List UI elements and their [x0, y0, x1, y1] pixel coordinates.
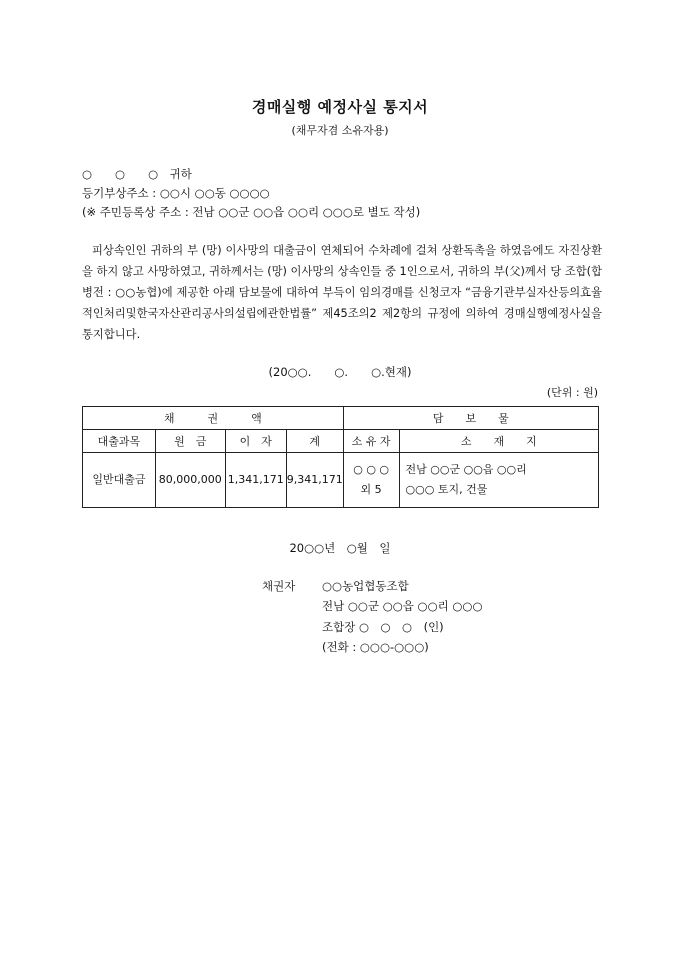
- cell-principal: 80,000,000: [155, 453, 225, 508]
- cell-location: [399, 453, 598, 508]
- issue-date: 20○○년 ○월 일: [289, 541, 391, 555]
- col-location: 소 재 지: [399, 430, 598, 453]
- col-loan-type: 대출과목: [83, 430, 156, 453]
- as-of-date: (20○○. ○. ○.현재): [268, 365, 412, 379]
- col-total: 계: [286, 430, 343, 453]
- cell-interest: 1,341,171: [225, 453, 286, 508]
- unit-label: (단위 : 원): [546, 386, 598, 399]
- col-interest: 이 자: [225, 430, 286, 453]
- document-title: 경매실행 예정사실 통지서: [251, 98, 429, 116]
- recipient-line: ○ ○ ○ 귀하: [82, 167, 192, 181]
- cell-total: 9,341,171: [286, 453, 343, 508]
- claim-collateral-table: [82, 406, 599, 508]
- cell-owner: [343, 453, 399, 508]
- creditor-label: 채권자: [262, 579, 296, 593]
- creditor-phone: (전화 : ○○○-○○○): [322, 640, 429, 654]
- col-owner: 소 유 자: [343, 430, 399, 453]
- notice-body: 피상속인인 귀하의 부 (망) 이사망의 대출금이 연체되어 수차례에 걸쳐 상환독촉을 하였음에도 자진상환을 하지 않고 사망하였고, 귀하께서는 (망) 이사망의 상속인들 중 1인으로서, 귀하의 부(父)께서 당 조합(합병전 : ○○농협)에 제공한 아래 담보물에 대하여 부득이 임의경매를 신청코자 “금융기관부실자산등의효율적인처리및한국자산관리공사의설립에관한법률” 제45조의2 제2항의 규정에 의하여 경매실행예정사실을 통지합니다.: [82, 244, 602, 341]
- table-row: [83, 453, 599, 508]
- location-line-2: ○○○ 토지, 건물: [405, 483, 488, 496]
- col-principal: 원 금: [155, 430, 225, 453]
- registry-address: 등기부상주소 : ○○시 ○○동 ○○○○: [82, 186, 270, 200]
- owner-line-2: 외 5: [360, 483, 382, 496]
- claim-amount-header: 채 권 액: [83, 407, 344, 430]
- table-header-row: [83, 430, 599, 453]
- cell-loan-type: 일반대출금: [83, 453, 156, 508]
- collateral-header: 담 보 물: [343, 407, 598, 430]
- location-line-1: 전남 ○○군 ○○읍 ○○리: [405, 463, 527, 476]
- resident-address: (※ 주민등록상 주소 : 전남 ○○군 ○○읍 ○○리 ○○○로 별도 작성): [82, 205, 421, 219]
- table-group-header-row: [83, 407, 599, 430]
- creditor-address: 전남 ○○군 ○○읍 ○○리 ○○○: [322, 599, 483, 613]
- creditor-head: 조합장 ○ ○ ○ (인): [322, 620, 444, 634]
- document-subtitle: (채무자겸 소유자용): [291, 124, 389, 137]
- creditor-name: ○○농업협동조합: [322, 579, 409, 593]
- owner-line-1: ○ ○ ○: [353, 463, 390, 476]
